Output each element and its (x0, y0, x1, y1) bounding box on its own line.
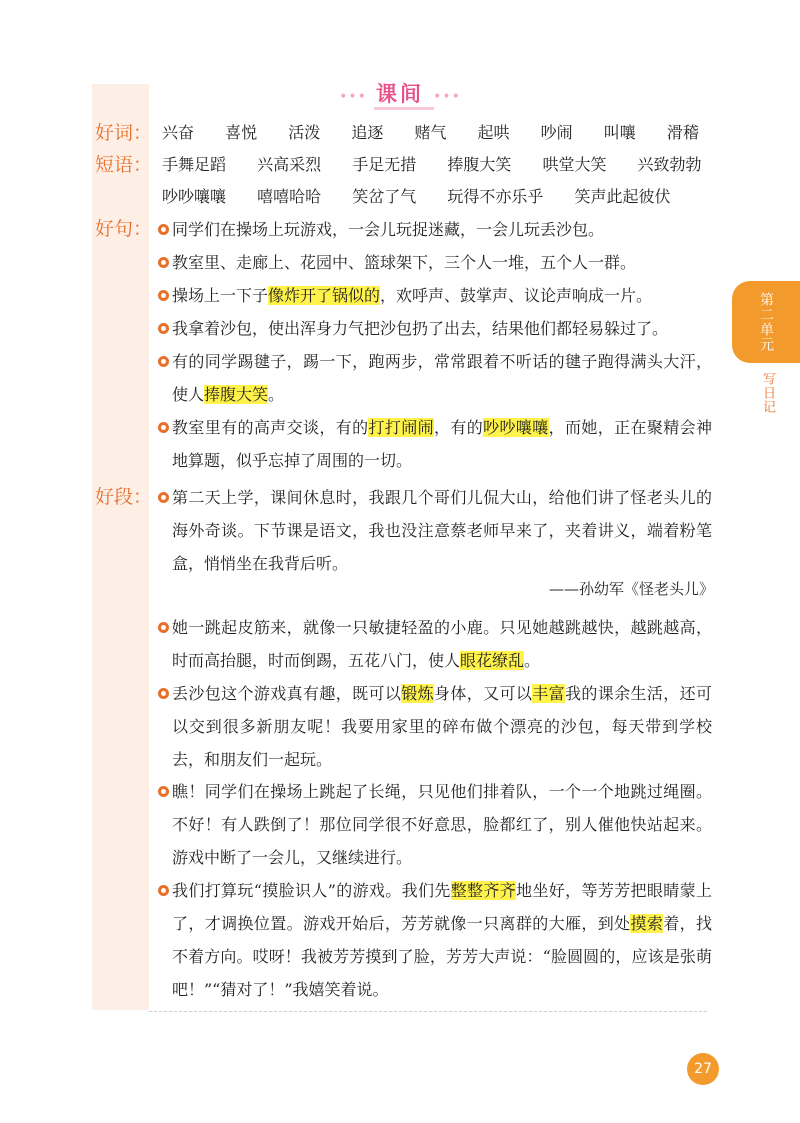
highlight-phrase: 丰富 (532, 684, 565, 703)
paragraph-3 (172, 677, 712, 776)
bullet-icon (158, 356, 169, 367)
word-item: 追逐 (351, 123, 384, 142)
highlight-phrase: 像炸开了锅似的 (268, 286, 381, 305)
phrase-item: 捧腹大笑 (447, 155, 512, 174)
highlight-phrase: 摸索 (630, 914, 664, 933)
phrase-item: 笑岔了气 (352, 187, 417, 206)
label-good-words: 好词： (95, 122, 153, 144)
text-run: ，有的 (433, 418, 484, 437)
bullet-icon (158, 323, 169, 334)
phrase-item: 兴高采烈 (257, 155, 322, 174)
text-run: ，而她，正在聚精会神地算题，似乎忘掉了周围的一切。 (172, 418, 712, 470)
bullet-icon (158, 422, 169, 433)
text-run: 。 (268, 385, 285, 404)
bullet-icon (158, 688, 169, 699)
text-run: 有的同学踢毽子，踢一下，跑两步，常常跟着不听话的毽子跑得满头大汗，使人 (172, 352, 712, 404)
paragraph-1: 第二天上学，课间休息时，我跟几个哥们儿侃大山，给他们讲了怪老头儿的海外奇谈。下节课是语文，我也没注意蔡老师早来了，夹着讲义，端着粉笔盒，悄悄坐在我背后听。 (172, 488, 712, 573)
phrase-item: 笑声此起彼伏 (574, 187, 671, 206)
label-phrases: 短语： (95, 154, 153, 176)
phrases-row-1 (162, 149, 700, 181)
word-item: 吵闹 (540, 123, 573, 142)
page-title: 课间 (376, 82, 424, 106)
highlight-phrase: 锻炼 (401, 684, 434, 703)
label-sentences: 好句： (95, 218, 153, 240)
bullet-icon (158, 290, 169, 301)
text-run: 。 (524, 651, 541, 670)
title-underline (374, 107, 434, 110)
title-right-dots: ••• (433, 88, 461, 105)
page-number: 27 (687, 1053, 719, 1085)
unit-subtitle: 写日记 (760, 372, 775, 414)
highlight-phrase: 吵吵嚷嚷 (483, 418, 549, 437)
paragraph-4: 瞧！同学们在操场上跳起了长绳，只见他们排着队，一个一个地跳过绳圈。不好！有人跌倒了！那位同学很不好意思，脸都红了，别人催他快站起来。游戏中断了一会儿，又继续进行。 (172, 782, 712, 867)
paragraph-5 (172, 874, 712, 1006)
phrase-item: 嘻嘻哈哈 (257, 187, 322, 206)
bullet-icon (158, 622, 169, 633)
text-run: ，欢呼声、鼓掌声、议论声响成一片。 (380, 286, 653, 305)
phrase-item: 手足无措 (352, 155, 417, 174)
paragraph-2 (172, 611, 712, 677)
sentence-6 (172, 411, 712, 477)
text-run: 着，找不着方向。哎呀！我被芳芳摸到了脸，芳芳大声说：“脸圆圆的，应该是张萌吧！”“猜对了！”我嬉笑着说。 (172, 914, 712, 999)
highlight-phrase: 眼花缭乱 (460, 651, 525, 670)
sentence-3 (172, 279, 712, 312)
bullet-icon (158, 786, 169, 797)
text-run: 丢沙包这个游戏真有趣，既可以 (172, 684, 402, 703)
word-item: 赌气 (414, 123, 447, 142)
good-words-row (162, 117, 700, 149)
text-run: 教室里有的高声交谈，有的 (172, 418, 369, 437)
sentence-2: 教室里、走廊上、花园中、篮球架下，三个人一堆，五个人一群。 (172, 253, 637, 272)
text-run: 我的课余生活，还可以交到很多新朋友呢！我要用家里的碎布做个漂亮的沙包，每天带到学校去，和朋友们一起玩。 (172, 684, 712, 769)
word-item: 滑稽 (666, 123, 699, 142)
sentence-1: 同学们在操场上玩游戏，一会儿玩捉迷藏，一会儿玩丢沙包。 (172, 220, 605, 239)
unit-tab: 第二单元 (732, 281, 800, 363)
phrase-item: 兴致勃勃 (637, 155, 702, 174)
highlight-phrase: 整整齐齐 (450, 881, 517, 900)
word-item: 活泼 (288, 123, 321, 142)
text-run: 操场上一下子 (172, 286, 269, 305)
section-title (0, 78, 800, 108)
phrase-item: 手舞足蹈 (162, 155, 227, 174)
highlight-phrase: 捧腹大笑 (204, 385, 269, 404)
bullet-icon (158, 224, 169, 235)
word-item: 兴奋 (162, 123, 195, 142)
highlight-phrase: 打打闹闹 (368, 418, 434, 437)
paragraph-1-source: ——孙幼军《怪老头儿》 (548, 580, 714, 598)
label-paragraphs: 好段： (95, 486, 153, 508)
bullet-icon (158, 257, 169, 268)
word-item: 喜悦 (225, 123, 258, 142)
phrase-item: 吵吵嚷嚷 (162, 187, 227, 206)
sentence-5 (172, 345, 712, 411)
title-left-dots: ••• (339, 88, 367, 105)
text-run: 地坐好，等芳芳把眼睛蒙上了，才调换位置。游戏开始后，芳芳就像一只离群的大雁，到处 (172, 881, 712, 933)
bottom-divider (149, 1011, 707, 1012)
bullet-icon (158, 885, 169, 896)
phrases-row-2 (162, 181, 700, 213)
phrase-item: 玩得不亦乐乎 (447, 187, 544, 206)
text-run: 我们打算玩“摸脸识人”的游戏。我们先 (172, 881, 451, 900)
sentence-4: 我拿着沙包，使出浑身力气把沙包扔了出去，结果他们都轻易躲过了。 (172, 319, 669, 338)
phrase-item: 哄堂大笑 (542, 155, 607, 174)
word-item: 起哄 (477, 123, 510, 142)
bullet-icon (158, 492, 169, 503)
text-run: 身体，又可以 (433, 684, 533, 703)
word-item: 叫嚷 (603, 123, 636, 142)
text-run: 她一跳起皮筋来，就像一只敏捷轻盈的小鹿。只见她越跳越快，越跳越高，时而高抬腿，时而倒踢，五花八门，使人 (172, 618, 712, 670)
